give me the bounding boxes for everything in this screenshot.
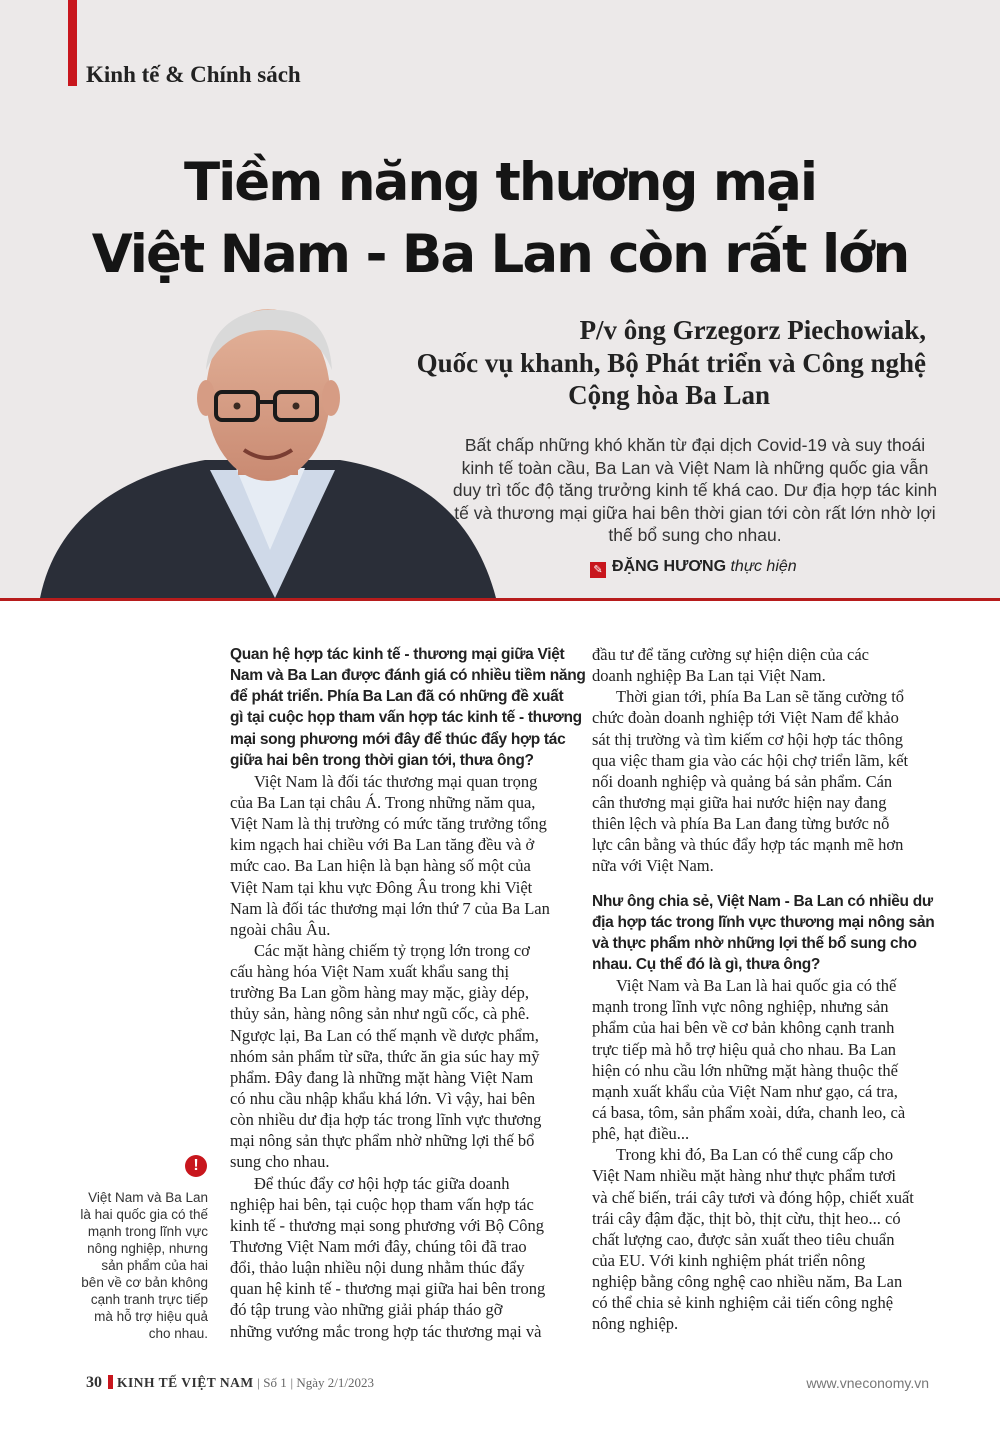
answer-paragraph: Để thúc đẩy cơ hội hợp tác giữa doanh nghiệp hai bên, tại cuộc họp tham vấn hợp tác kinh tế - thương mại song phương với Bộ Công Thương Việt Nam mới đây, chúng tôi đã trao đổi, thảo luận nhiều nội dung nhằm thúc đẩy quan hệ kinh tế - thương mại giữa hai bên trong đó tập trung vào những giải pháp tháo gỡ những vướng mắc trong hợp tác thương mại và <box>230 1173 546 1341</box>
pen-icon: ✎ <box>590 562 606 578</box>
section-name: Kinh tế & Chính sách <box>86 62 301 87</box>
section-marker <box>68 0 77 86</box>
question-1: Quan hệ hợp tác kinh tế - thương mại giữa Việt Nam và Ba Lan được đánh giá có nhiều tiềm năng để phát triển. Phía Ba Lan đã có những đề xuất gì tại cuộc họp tham vấn hợp tác kinh tế - thương mại song phương mới đây để thúc đẩy hợp tác giữa hai bên trong thời gian tới, thưa ông? <box>230 646 586 769</box>
hero-divider <box>0 598 1000 601</box>
magazine-name: KINH TẾ VIỆT NAM <box>117 1375 254 1390</box>
article-column-1 <box>230 644 586 1342</box>
answer-paragraph: Trong khi đó, Ba Lan có thể cung cấp cho Việt Nam nhiều mặt hàng như thực phẩm tươi và chế biến, trái cây tươi và đóng hộp, chiết xuất trái cây đậm đặc, thịt bò, thịt cừu, thịt heo... có chất lượng cao, được sản xuất theo tiêu chuẩn của EU. Với kinh nghiệm phát triển nông nghiệp bằng công nghệ cao nhiều năm, Ba Lan có thể chia sẻ kinh nghiệm cải tiến công nghệ nông nghiệp. <box>592 1145 914 1334</box>
answer-paragraph: Các mặt hàng chiếm tỷ trọng lớn trong cơ cấu hàng hóa Việt Nam xuất khẩu sang thị trường Ba Lan gồm hàng may mặc, giày dép, thủy sản, hàng nông sản như ngũ cốc, cà phê. Ngược lại, Ba Lan có thế mạnh về dược phẩm, nhóm sản phẩm từ sữa, thức ăn gia súc hay mỹ phẩm. Đây đang là những mặt hàng Việt Nam có nhu cầu nhập khẩu khá lớn. Vì vậy, hai bên còn nhiều dư địa hợp tác trong lĩnh vực thương mại nông sản thực phẩm nhờ những lợi thế bổ sung cho nhau. <box>230 940 542 1172</box>
issue-number: Số 1 <box>263 1375 287 1390</box>
interviewee-title: Quốc vụ khanh, Bộ Phát triển và Công nghệ <box>416 348 926 378</box>
answer-paragraph: Việt Nam và Ba Lan là hai quốc gia có thế mạnh trong lĩnh vực nông nghiệp, nhưng sản phẩm của hai bên về cơ bản không cạnh tranh trực tiếp mà hỗ trợ hiệu quả cho nhau. Ba Lan hiện có nhu cầu lớn những mặt hàng thuộc thế mạnh xuất khẩu của Việt Nam như gạo, cá tra, cá basa, tôm, sản phẩm xoài, dứa, chanh leo, cà phê, hạt điều... <box>592 976 906 1144</box>
lede-paragraph: Bất chấp những khó khăn từ đại dịch Covid-19 và suy thoái kinh tế toàn cầu, Ba Lan và Việt Nam là những quốc gia vẫn duy trì tốc độ tăng trưởng kinh tế khá cao. Dư địa hợp tác kinh tế và thương mại giữa hai bên thời gian tới còn rất lớn nhờ lợi thế bổ sung cho nhau. <box>452 435 938 545</box>
question-2: Như ông chia sẻ, Việt Nam - Ba Lan có nhiều dư địa hợp tác trong lĩnh vực thương mại nông sản và thực phẩm nhờ những lợi thế bổ sung cho nhau. Cụ thể đó là gì, thưa ông? <box>592 892 935 973</box>
headline-line-1: Tiềm năng thương mại <box>183 152 817 213</box>
interviewee-country: Cộng hòa Ba Lan <box>568 380 770 410</box>
byline-author: ĐẶNG HƯƠNG <box>612 558 727 575</box>
article-column-2 <box>592 644 935 1335</box>
exclamation-icon: ! <box>185 1155 207 1177</box>
issue-date: Ngày 2/1/2023 <box>296 1375 375 1390</box>
page-number: 30 <box>86 1374 102 1391</box>
interviewee-name: P/v ông Grzegorz Piechowiak, <box>579 315 926 345</box>
byline <box>590 558 797 578</box>
page-footer: 30 KINH TẾ VIỆT NAM | Số 1 | Ngày 2/1/2023 <box>86 1374 375 1391</box>
answer-paragraph: Việt Nam là đối tác thương mại quan trọng của Ba Lan tại châu Á. Trong những năm qua, Việt Nam là thị trường có mức tăng trưởng tổng kim ngạch hai chiều với Ba Lan tăng đều và ở mức cao. Ba Lan hiện là bạn hàng số một của Việt Nam tại khu vực Đông Âu trong khi Việt Nam là đối tác thương mại lớn thứ 7 của Ba Lan ngoài châu Âu. <box>230 771 550 939</box>
footer-marker <box>108 1375 113 1389</box>
website-url: www.vneconomy.vn <box>806 1375 929 1391</box>
byline-role: thực hiện <box>730 558 797 575</box>
answer-paragraph: đầu tư để tăng cường sự hiện diện của các doanh nghiệp Ba Lan tại Việt Nam. <box>592 645 869 686</box>
answer-paragraph: Thời gian tới, phía Ba Lan sẽ tăng cường tổ chức đoàn doanh nghiệp tới Việt Nam để khảo sát thị trường và tìm kiếm cơ hội hợp tác thông qua việc tham gia vào các hội chợ triển lãm, kết nối doanh nghiệp và quảng bá sản phẩm. Cán cân thương mại giữa hai nước hiện nay đang thiên lệch và phía Ba Lan đang từng bước nỗ lực cân bằng và thúc đẩy hợp tác mạnh mẽ hơn nữa với Việt Nam. <box>592 687 909 876</box>
pull-quote: Việt Nam và Ba Lan là hai quốc gia có thế mạnh trong lĩnh vực nông nghiệp, nhưng sản phẩm của hai bên về cơ bản không cạnh tranh trực tiếp mà hỗ trợ hiệu quả cho nhau. <box>80 1190 208 1341</box>
headline-line-2: Việt Nam - Ba Lan còn rất lớn <box>91 224 909 285</box>
portrait-photo <box>0 300 520 598</box>
